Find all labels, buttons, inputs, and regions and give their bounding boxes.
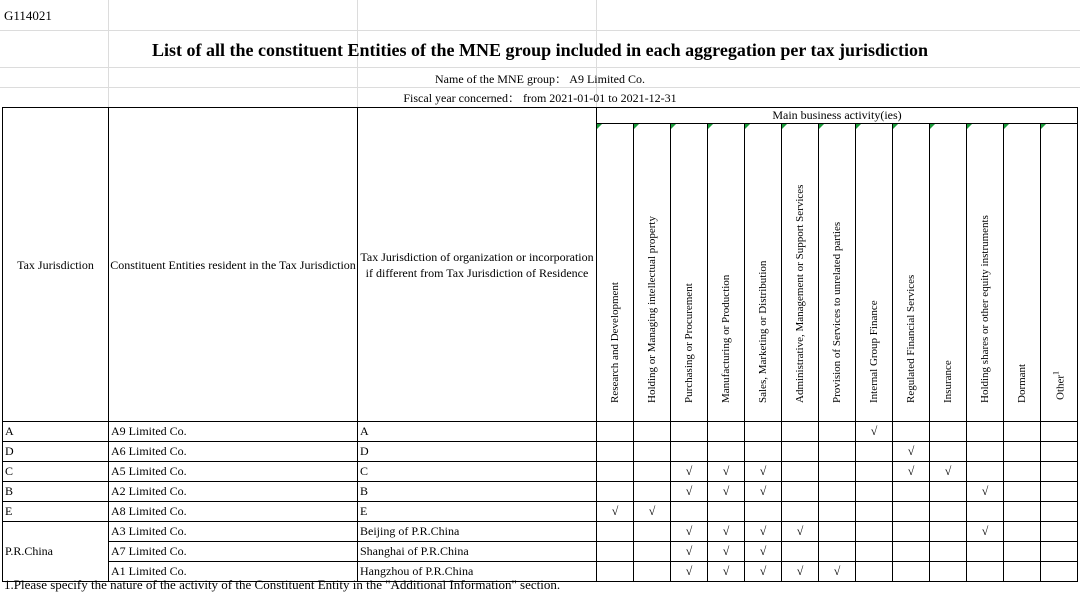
cell-activity-6 [819, 482, 856, 502]
activity-label: Sales, Marketing or Distribution [757, 260, 769, 403]
cell-entity: A9 Limited Co. [109, 422, 358, 442]
activity-label: Other$^1$ [1051, 370, 1067, 400]
cell-activity-2 [671, 542, 708, 562]
cell-activity-8 [893, 562, 930, 582]
activity-label: Internal Group Finance [868, 299, 880, 403]
activity-label: Holding shares or other equity instruments [979, 214, 991, 403]
cell-activity-11 [1004, 542, 1041, 562]
cell-activity-5 [782, 522, 819, 542]
check-mark: √ [648, 504, 656, 518]
cell-activity-7 [856, 562, 893, 582]
cell-activity-11 [1004, 522, 1041, 542]
table-row [3, 422, 1078, 442]
cell-jurisdiction: P.R.China [3, 522, 109, 582]
cell-activity-12 [1041, 562, 1078, 582]
cell-jurisdiction: E [3, 502, 109, 522]
table-row [3, 502, 1078, 522]
header-activity-8 [893, 124, 930, 422]
cell-activity-8 [893, 542, 930, 562]
activity-label: Dormant [1016, 363, 1028, 403]
table-row [3, 482, 1078, 502]
cell-activity-12 [1041, 502, 1078, 522]
cell-activity-5 [782, 422, 819, 442]
cell-activity-9 [930, 562, 967, 582]
check-mark: √ [722, 464, 730, 478]
cell-activity-10 [967, 522, 1004, 542]
activity-label: Insurance [942, 359, 954, 403]
cell-activity-12 [1041, 422, 1078, 442]
header-incorporation: Tax Jurisdiction of organization or incorporation if different from Tax Jurisdiction of Residence [358, 108, 597, 422]
cell-activity-2 [671, 462, 708, 482]
activity-label: Purchasing or Procurement [683, 282, 695, 403]
cell-activity-9 [930, 482, 967, 502]
cell-activity-0 [597, 462, 634, 482]
cell-activity-8 [893, 522, 930, 542]
cell-activity-3 [708, 562, 745, 582]
cell-activity-9 [930, 542, 967, 562]
cell-activity-5 [782, 542, 819, 562]
cell-activity-4 [745, 462, 782, 482]
table-row [3, 542, 1078, 562]
check-mark: √ [870, 424, 878, 438]
table-row [3, 462, 1078, 482]
check-mark: √ [759, 564, 767, 578]
cell-activity-1 [634, 422, 671, 442]
cell-activity-11 [1004, 482, 1041, 502]
cell-activity-5 [782, 482, 819, 502]
cell-activity-3 [708, 542, 745, 562]
check-mark: √ [685, 524, 693, 538]
check-mark: √ [796, 524, 804, 538]
check-mark: √ [759, 484, 767, 498]
cell-activity-8 [893, 442, 930, 462]
footnote: 1.Please specify the nature of the activity of the Constituent Entity in the "Additional Information" section. [4, 577, 561, 592]
cell-activity-12 [1041, 522, 1078, 542]
cell-activity-10 [967, 542, 1004, 562]
cell-activity-5 [782, 562, 819, 582]
check-mark: √ [685, 544, 693, 558]
gridline [0, 30, 1080, 31]
header-tax-jurisdiction: Tax Jurisdiction [3, 108, 109, 422]
header-activity-5 [782, 124, 819, 422]
header-activity-3 [708, 124, 745, 422]
cell-incorporation: Beijing of P.R.China [358, 522, 597, 542]
cell-activity-9 [930, 502, 967, 522]
cell-activity-8 [893, 502, 930, 522]
cell-activity-2 [671, 562, 708, 582]
cell-activity-10 [967, 502, 1004, 522]
header-activity-11 [1004, 124, 1041, 422]
cell-activity-3 [708, 462, 745, 482]
cell-activity-1 [634, 482, 671, 502]
cell-activity-1 [634, 522, 671, 542]
cell-activity-8 [893, 422, 930, 442]
check-mark: √ [685, 564, 693, 578]
cell-activity-10 [967, 462, 1004, 482]
cell-activity-0 [597, 562, 634, 582]
cell-activity-6 [819, 562, 856, 582]
table-row [3, 522, 1078, 542]
cell-activity-1 [634, 542, 671, 562]
cell-activity-4 [745, 442, 782, 462]
cell-activity-6 [819, 442, 856, 462]
cell-activity-0 [597, 482, 634, 502]
cell-activity-4 [745, 482, 782, 502]
cell-activity-2 [671, 522, 708, 542]
cell-activity-7 [856, 442, 893, 462]
activity-label: Holding or Managing intellectual property [646, 215, 658, 403]
check-mark: √ [759, 464, 767, 478]
header-activity-12 [1041, 124, 1078, 422]
activity-label: Manufacturing or Production [720, 274, 732, 403]
cell-activity-7 [856, 502, 893, 522]
cell-activity-7 [856, 522, 893, 542]
cell-activity-12 [1041, 462, 1078, 482]
cell-activity-9 [930, 462, 967, 482]
cell-activity-10 [967, 482, 1004, 502]
cell-activity-11 [1004, 422, 1041, 442]
cell-activity-0 [597, 442, 634, 462]
cell-activity-10 [967, 422, 1004, 442]
cell-activity-4 [745, 502, 782, 522]
gridline [0, 67, 1080, 68]
check-mark: √ [722, 544, 730, 558]
cell-activity-3 [708, 502, 745, 522]
cell-activity-3 [708, 442, 745, 462]
cell-activity-6 [819, 542, 856, 562]
cell-activity-6 [819, 462, 856, 482]
check-mark: √ [907, 444, 915, 458]
cell-activity-11 [1004, 502, 1041, 522]
header-main-business: Main business activity(ies) [597, 108, 1078, 124]
cell-activity-5 [782, 502, 819, 522]
cell-activity-11 [1004, 462, 1041, 482]
check-mark: √ [722, 524, 730, 538]
cell-activity-10 [967, 442, 1004, 462]
cell-activity-4 [745, 522, 782, 542]
cell-entity: A2 Limited Co. [109, 482, 358, 502]
cell-activity-12 [1041, 542, 1078, 562]
check-mark: √ [759, 544, 767, 558]
cell-activity-7 [856, 462, 893, 482]
cell-activity-0 [597, 542, 634, 562]
cell-activity-2 [671, 422, 708, 442]
cell-jurisdiction: A [3, 422, 109, 442]
cell-activity-3 [708, 522, 745, 542]
cell-activity-0 [597, 422, 634, 442]
header-activity-2 [671, 124, 708, 422]
cell-activity-6 [819, 522, 856, 542]
header-activity-7 [856, 124, 893, 422]
header-activity-4 [745, 124, 782, 422]
check-mark: √ [722, 564, 730, 578]
check-mark: √ [981, 484, 989, 498]
cell-activity-6 [819, 422, 856, 442]
cell-activity-1 [634, 502, 671, 522]
check-mark: √ [759, 524, 767, 538]
check-mark: √ [944, 464, 952, 478]
cell-activity-9 [930, 442, 967, 462]
activity-label: Research and Development [609, 281, 621, 403]
cell-incorporation: Hangzhou of P.R.China [358, 562, 597, 582]
cell-incorporation: C [358, 462, 597, 482]
cell-activity-12 [1041, 482, 1078, 502]
page-title: List of all the constituent Entities of the MNE group included in each aggregation per tax jurisdiction [151, 40, 928, 60]
cell-activity-3 [708, 422, 745, 442]
cell-activity-1 [634, 462, 671, 482]
cell-jurisdiction: B [3, 482, 109, 502]
cell-activity-7 [856, 542, 893, 562]
cell-activity-2 [671, 502, 708, 522]
cell-entity: A5 Limited Co. [109, 462, 358, 482]
cell-activity-4 [745, 562, 782, 582]
check-mark: √ [981, 524, 989, 538]
footnote-marker: 1 [1051, 370, 1061, 375]
cell-activity-2 [671, 442, 708, 462]
header-activity-9 [930, 124, 967, 422]
fiscal-year-line: Fiscal year concerned： from 2021-01-01 to 2021-12-31 [403, 91, 677, 105]
cell-activity-6 [819, 502, 856, 522]
activity-label: Provision of Services to unrelated parties [831, 221, 843, 403]
cell-incorporation: Shanghai of P.R.China [358, 542, 597, 562]
cell-entity: A7 Limited Co. [109, 542, 358, 562]
cell-activity-1 [634, 442, 671, 462]
cell-activity-5 [782, 462, 819, 482]
cell-activity-4 [745, 542, 782, 562]
cell-activity-9 [930, 422, 967, 442]
cell-activity-7 [856, 482, 893, 502]
header-activity-6 [819, 124, 856, 422]
cell-activity-12 [1041, 442, 1078, 462]
cell-activity-4 [745, 422, 782, 442]
cell-incorporation: B [358, 482, 597, 502]
cell-activity-3 [708, 482, 745, 502]
cell-jurisdiction: C [3, 462, 109, 482]
cell-activity-10 [967, 562, 1004, 582]
cell-entity: A1 Limited Co. [109, 562, 358, 582]
check-mark: √ [796, 564, 804, 578]
cell-activity-11 [1004, 442, 1041, 462]
cell-activity-5 [782, 442, 819, 462]
check-mark: √ [722, 484, 730, 498]
check-mark: √ [685, 464, 693, 478]
check-mark: √ [907, 464, 915, 478]
cell-entity: A6 Limited Co. [109, 442, 358, 462]
gridline [0, 87, 1080, 88]
cell-activity-7 [856, 422, 893, 442]
cell-incorporation: A [358, 422, 597, 442]
activity-label: Administrative, Management or Support Services [794, 184, 806, 403]
cell-entity: A3 Limited Co. [109, 522, 358, 542]
entities-table [2, 107, 1078, 582]
table-row [3, 442, 1078, 462]
cell-activity-11 [1004, 562, 1041, 582]
cell-activity-2 [671, 482, 708, 502]
cell-activity-0 [597, 502, 634, 522]
cell-activity-1 [634, 562, 671, 582]
header-activity-1 [634, 124, 671, 422]
check-mark: √ [833, 564, 841, 578]
group-name-line: Name of the MNE group： A9 Limited Co. [435, 72, 645, 86]
check-mark: √ [685, 484, 693, 498]
cell-activity-9 [930, 522, 967, 542]
header-activity-10 [967, 124, 1004, 422]
cell-activity-0 [597, 522, 634, 542]
cell-activity-8 [893, 462, 930, 482]
header-activity-0 [597, 124, 634, 422]
cell-jurisdiction: D [3, 442, 109, 462]
cell-incorporation: E [358, 502, 597, 522]
cell-activity-8 [893, 482, 930, 502]
check-mark: √ [611, 504, 619, 518]
sheet-code: G114021 [4, 8, 52, 23]
activity-label: Regulated Financial Services [905, 274, 917, 403]
cell-incorporation: D [358, 442, 597, 462]
header-entities: Constituent Entities resident in the Tax Jurisdiction [109, 108, 358, 422]
cell-entity: A8 Limited Co. [109, 502, 358, 522]
